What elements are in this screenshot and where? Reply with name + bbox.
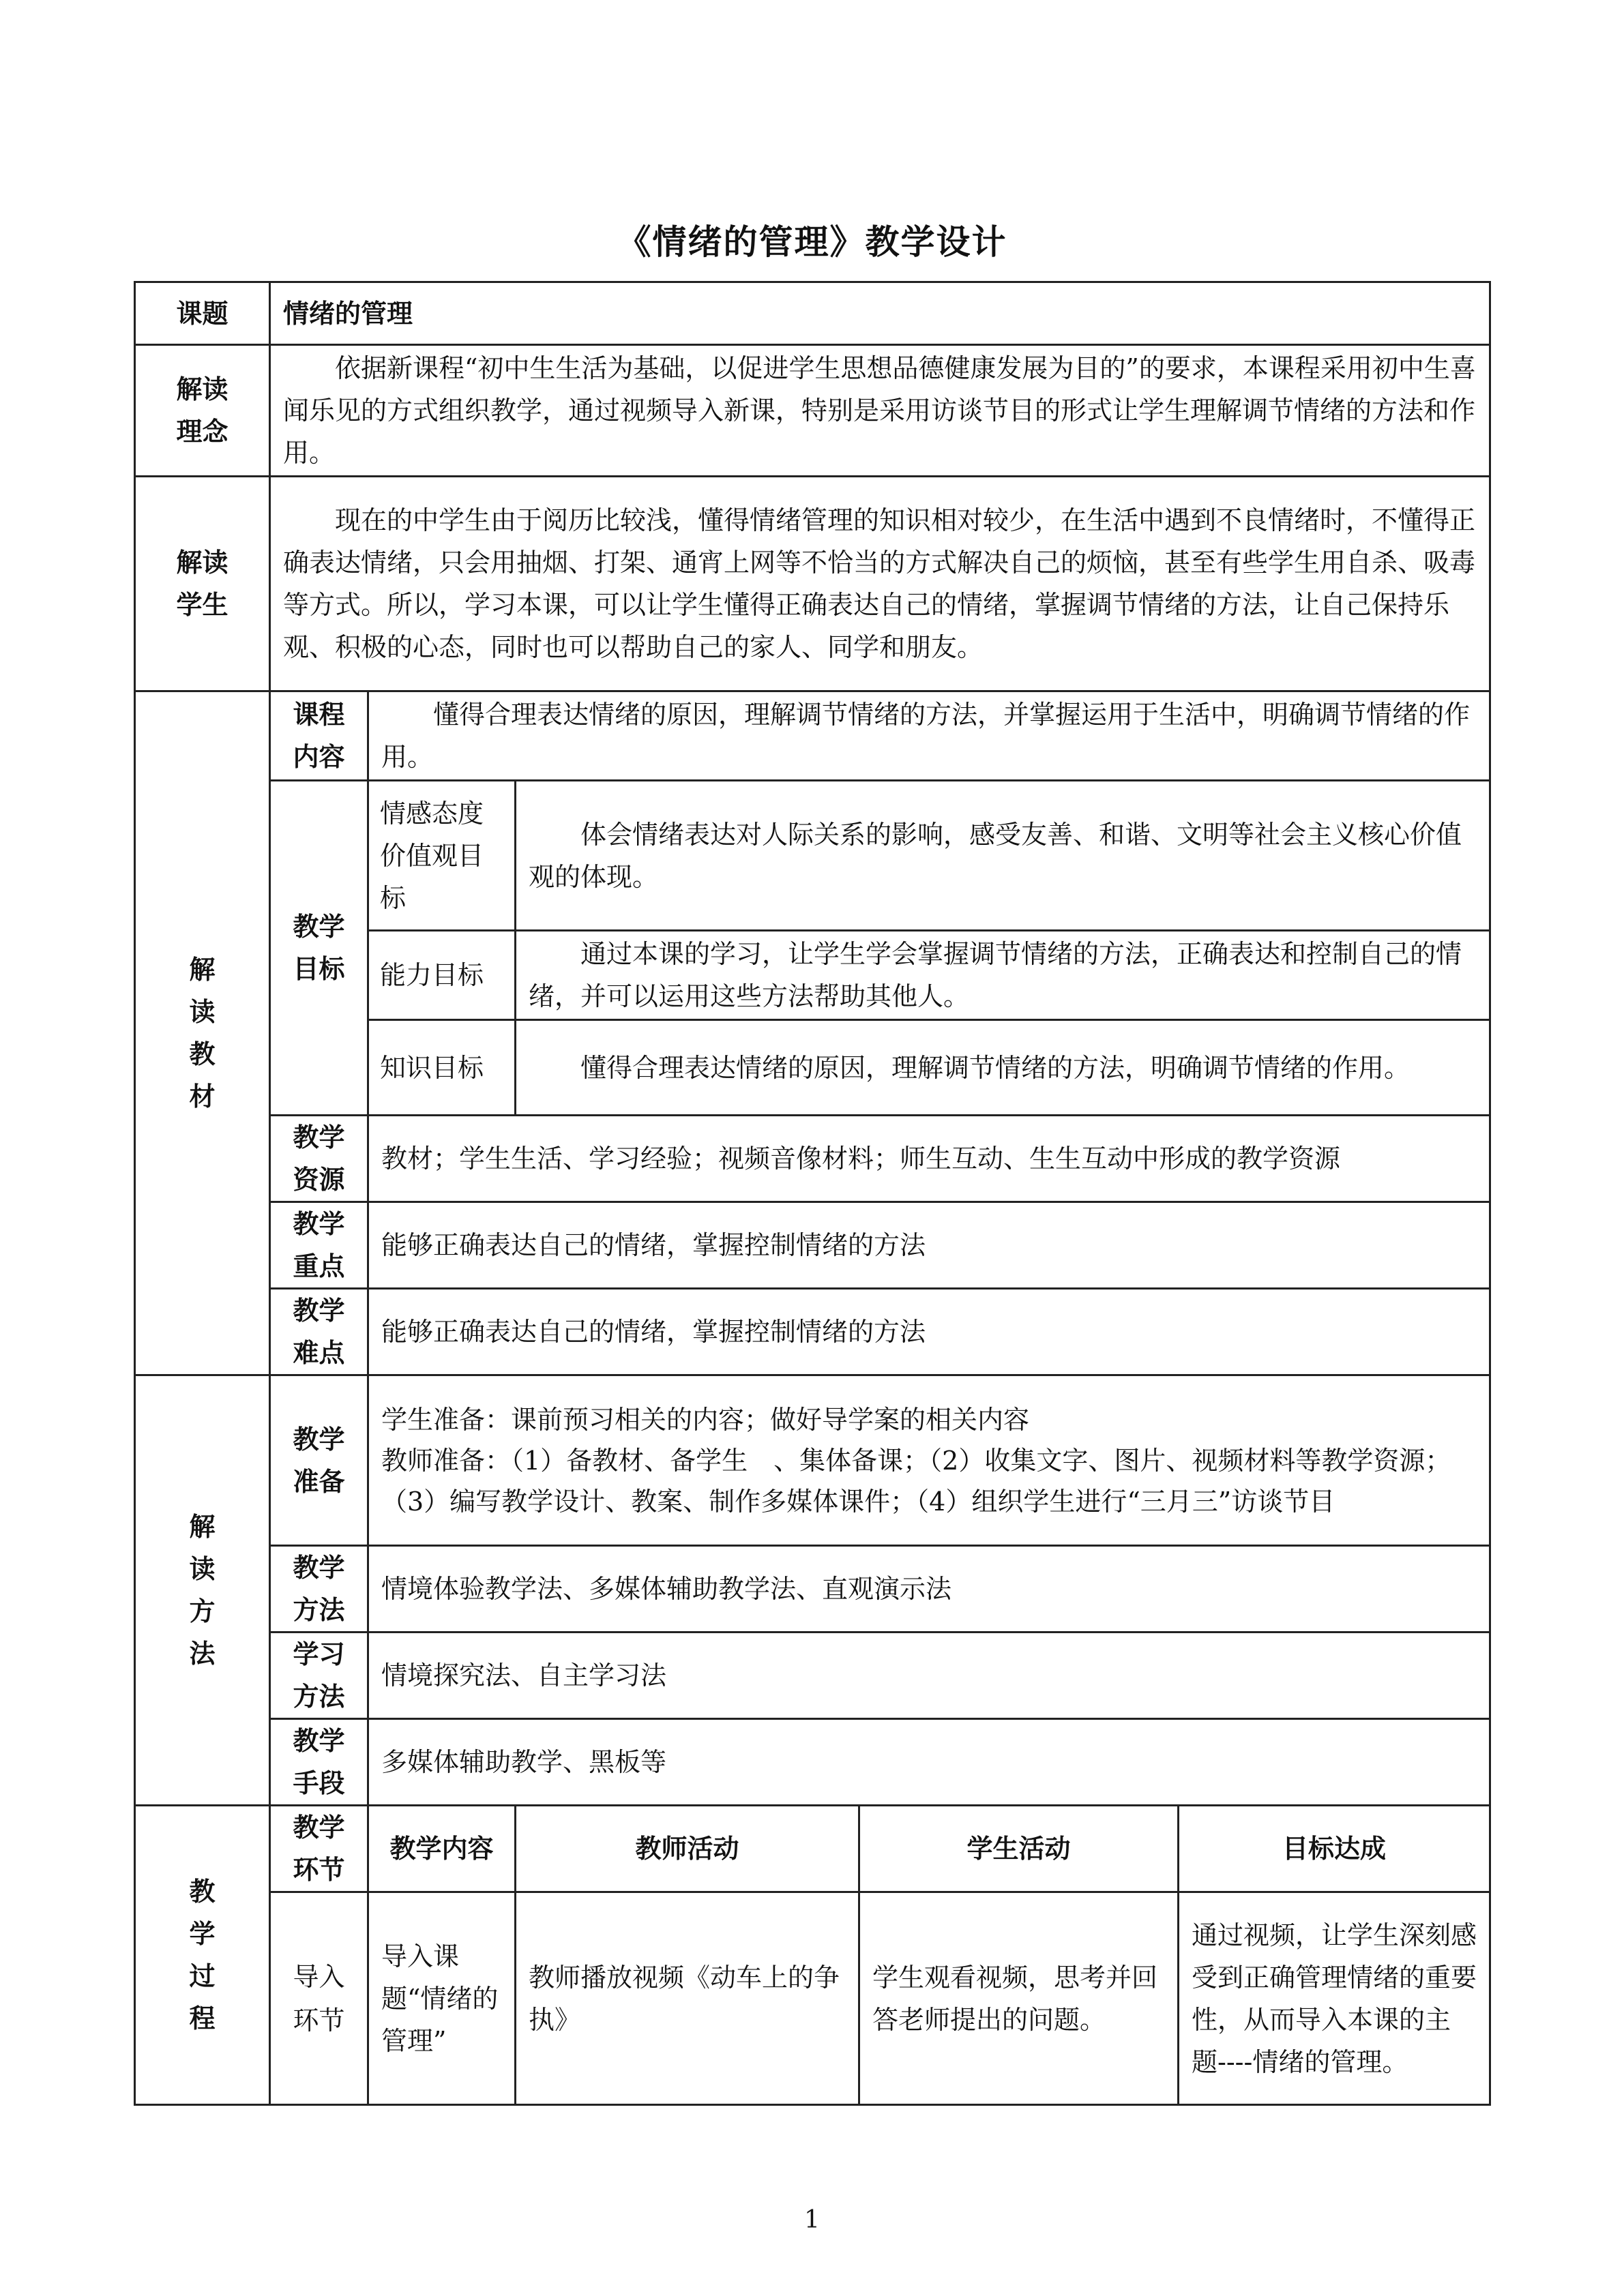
intro-goal: 通过视频，让学生深刻感受到正确管理情绪的重要性，从而导入本课的主题----情绪的管理。 xyxy=(1179,1892,1490,2105)
difficulty-label-1: 教学 xyxy=(293,1296,345,1326)
resources-label-1: 教学 xyxy=(293,1122,345,1152)
intro-stage-2: 环节 xyxy=(293,2005,345,2036)
row-means xyxy=(135,1719,1490,1806)
goals-label-2: 目标 xyxy=(293,954,345,984)
learning-method-label-2: 方法 xyxy=(293,1682,345,1712)
teaching-method-label xyxy=(270,1546,368,1632)
learning-method-label-1: 学习 xyxy=(293,1639,345,1669)
means-label xyxy=(270,1719,368,1806)
students-label-2: 学生 xyxy=(176,590,228,620)
topic-label: 课题 xyxy=(135,282,270,345)
topic-value: 情绪的管理 xyxy=(270,282,1490,345)
resources-label xyxy=(270,1116,368,1202)
resources-label-2: 资源 xyxy=(293,1165,345,1195)
process-side-1: 教 xyxy=(189,1877,216,1907)
row-teaching-method xyxy=(135,1546,1490,1632)
row-course-content xyxy=(135,691,1490,781)
concept-label xyxy=(135,345,270,477)
goal-header: 目标达成 xyxy=(1179,1806,1490,1892)
lesson-plan-table xyxy=(134,281,1491,2106)
process-side-4: 程 xyxy=(189,2003,216,2033)
methods-side-4: 法 xyxy=(189,1639,216,1669)
intro-content: 导入课题“情绪的管理” xyxy=(368,1892,516,2105)
concept-label-2: 理念 xyxy=(176,417,228,447)
students-text: 现在的中学生由于阅历比较浅，懂得情绪管理的知识相对较少，在生活中遇到不良情绪时，不懂得正确表达情绪，只会用抽烟、打架、通宵上网等不恰当的方式解决自己的烦恼，甚至有些学生用自杀、吸毒等方式。所以，学习本课，可以让学生懂得正确表达自己的情绪，掌握调节情绪的方法，让自己保持乐观、积极的心态，同时也可以帮助自己的家人、同学和朋友。 xyxy=(270,477,1490,691)
row-resources xyxy=(135,1116,1490,1202)
means-text: 多媒体辅助教学、黑板等 xyxy=(368,1719,1490,1806)
goals-label-1: 教学 xyxy=(293,912,345,942)
teaching-method-label-1: 教学 xyxy=(293,1553,345,1583)
intro-stage xyxy=(270,1892,368,2105)
course-content-label-1: 课程 xyxy=(293,700,345,730)
row-preparation xyxy=(135,1375,1490,1546)
learning-method-text: 情境探究法、自主学习法 xyxy=(368,1632,1490,1719)
row-process-intro xyxy=(135,1892,1490,2105)
row-topic xyxy=(135,282,1490,345)
materials-side-1: 解 xyxy=(189,955,216,985)
key-point-label-1: 教学 xyxy=(293,1209,345,1239)
course-content-text: 懂得合理表达情绪的原因，理解调节情绪的方法，并掌握运用于生活中，明确调节情绪的作用。 xyxy=(368,691,1490,781)
page-number: 1 xyxy=(804,2206,820,2234)
course-content-label-2: 内容 xyxy=(293,742,345,772)
process-side-3: 过 xyxy=(189,1961,216,1991)
learning-method-label xyxy=(270,1632,368,1719)
goals-label xyxy=(270,781,368,1116)
preparation-teacher: 教师准备：（1）备教材、备学生 、集体备课；（2）收集文字、图片、视频材料等教学资源；（3）编写教学设计、教案、制作多媒体课件；（4）组织学生进行“三月三”访谈节目 xyxy=(381,1445,1451,1517)
stage-header-2: 环节 xyxy=(293,1855,345,1885)
course-content-label xyxy=(270,691,368,781)
methods-side-3: 方 xyxy=(189,1596,216,1626)
preparation-label-2: 准备 xyxy=(293,1466,345,1497)
student-activity-header: 学生活动 xyxy=(859,1806,1179,1892)
materials-side-3: 教 xyxy=(189,1039,216,1069)
process-side-2: 学 xyxy=(189,1919,216,1949)
intro-teacher-activity: 教师播放视频《动车上的争执》 xyxy=(516,1892,859,2105)
teaching-method-label-2: 方法 xyxy=(293,1595,345,1625)
row-process-header xyxy=(135,1806,1490,1892)
methods-side-1: 解 xyxy=(189,1512,216,1542)
goal-knowledge-label: 知识目标 xyxy=(368,1020,516,1116)
key-point-label-2: 重点 xyxy=(293,1251,345,1281)
difficulty-text: 能够正确表达自己的情绪，掌握控制情绪的方法 xyxy=(368,1289,1490,1375)
row-key-point xyxy=(135,1202,1490,1289)
stage-header xyxy=(270,1806,368,1892)
materials-side-2: 读 xyxy=(189,997,216,1027)
key-point-label xyxy=(270,1202,368,1289)
intro-stage-1: 导入 xyxy=(293,1961,345,1992)
row-goal-emotion xyxy=(135,781,1490,931)
resources-text: 教材；学生生活、学习经验；视频音像材料；师生互动、生生互动中形成的教学资源 xyxy=(368,1116,1490,1202)
process-side-label xyxy=(135,1806,270,2105)
document-title: 《情绪的管理》教学设计 xyxy=(617,222,1007,262)
goal-emotion-text: 体会情绪表达对人际关系的影响，感受友善、和谐、文明等社会主义核心价值观的体现。 xyxy=(516,781,1490,931)
row-difficulty xyxy=(135,1289,1490,1375)
goal-ability-text: 通过本课的学习，让学生学会掌握调节情绪的方法，正确表达和控制自己的情绪，并可以运用这些方法帮助其他人。 xyxy=(516,931,1490,1020)
difficulty-label-2: 难点 xyxy=(293,1338,345,1368)
concept-label-1: 解读 xyxy=(176,374,228,404)
teaching-method-text: 情境体验教学法、多媒体辅助教学法、直观演示法 xyxy=(368,1546,1490,1632)
students-label-1: 解读 xyxy=(176,548,228,578)
row-students xyxy=(135,477,1490,691)
intro-student-activity: 学生观看视频，思考并回答老师提出的问题。 xyxy=(859,1892,1179,2105)
means-label-1: 教学 xyxy=(293,1726,345,1756)
goal-ability-label: 能力目标 xyxy=(368,931,516,1020)
concept-text: 依据新课程“初中生生活为基础，以促进学生思想品德健康发展为目的”的要求，本课程采用初中生喜闻乐见的方式组织教学，通过视频导入新课，特别是采用访谈节目的形式让学生理解调节情绪的方法和作用。 xyxy=(270,345,1490,477)
row-concept xyxy=(135,345,1490,477)
students-label xyxy=(135,477,270,691)
preparation-label-1: 教学 xyxy=(293,1424,345,1455)
goal-knowledge-text: 懂得合理表达情绪的原因，理解调节情绪的方法，明确调节情绪的作用。 xyxy=(516,1020,1490,1116)
means-label-2: 手段 xyxy=(293,1768,345,1798)
teacher-activity-header: 教师活动 xyxy=(516,1806,859,1892)
materials-side-4: 材 xyxy=(189,1082,216,1112)
content-header: 教学内容 xyxy=(368,1806,516,1892)
preparation-student: 学生准备：课前预习相关的内容；做好导学案的相关内容 xyxy=(381,1404,1030,1435)
preparation-label xyxy=(270,1375,368,1546)
methods-side-label xyxy=(135,1375,270,1806)
stage-header-1: 教学 xyxy=(293,1813,345,1843)
key-point-text: 能够正确表达自己的情绪，掌握控制情绪的方法 xyxy=(368,1202,1490,1289)
materials-side-label xyxy=(135,691,270,1375)
difficulty-label xyxy=(270,1289,368,1375)
preparation-text xyxy=(368,1375,1490,1546)
row-learning-method xyxy=(135,1632,1490,1719)
goal-emotion-label: 情感态度价值观目标 xyxy=(368,781,516,931)
methods-side-2: 读 xyxy=(189,1554,216,1584)
